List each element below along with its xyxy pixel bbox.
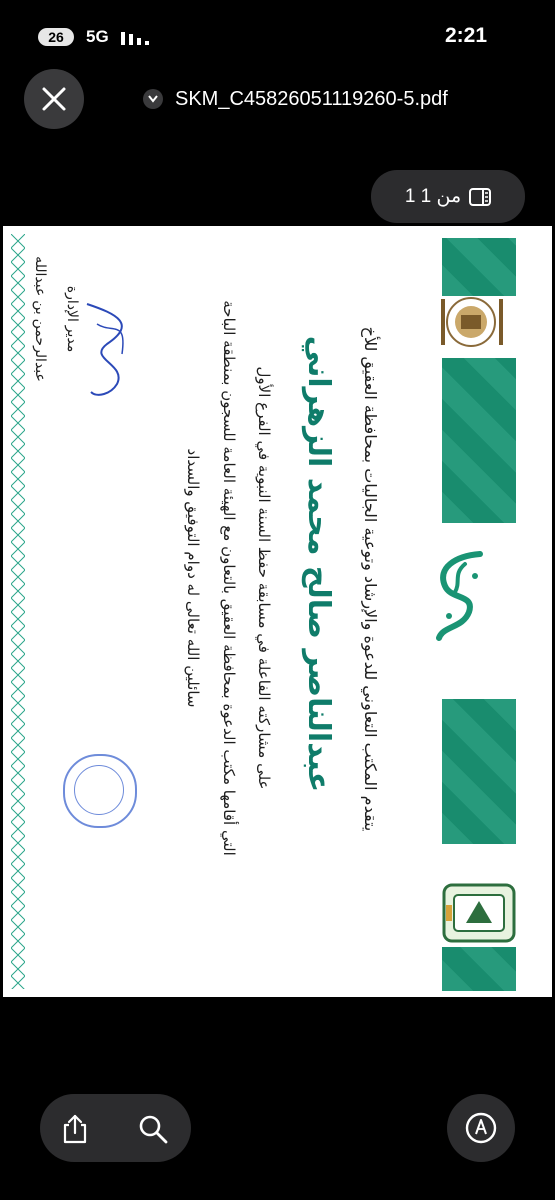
signature bbox=[77, 294, 143, 404]
pdf-page[interactable] bbox=[3, 226, 552, 997]
share-search-group bbox=[40, 1094, 191, 1162]
markup-icon bbox=[465, 1112, 497, 1144]
official-stamp bbox=[63, 754, 137, 828]
organization-logo bbox=[439, 291, 511, 353]
close-icon bbox=[41, 86, 67, 112]
notification-badge: 26 bbox=[38, 28, 74, 46]
status-bar bbox=[0, 0, 555, 70]
chevron-down-icon bbox=[143, 89, 163, 109]
signature-title: مدير الإدارة bbox=[65, 285, 81, 353]
page-indicator-text: 1 من 1 bbox=[404, 186, 462, 207]
clock: 2:21 bbox=[444, 24, 487, 47]
certificate-body-line: التي أقامها مكتب الدعوة بمحافظة العقيق بالتعاون مع الهيئة العامة للسجون بمنطقة الباحة bbox=[220, 300, 238, 856]
page-view-icon bbox=[469, 188, 491, 206]
network-label: 5G bbox=[86, 27, 109, 46]
certificate-body-line: على مشاركته الفاعلة في مسابقة حفظ السنة النبوية في الفرع الأول bbox=[255, 366, 273, 790]
markup-button[interactable] bbox=[447, 1094, 515, 1162]
file-title-menu[interactable] bbox=[143, 84, 448, 114]
teal-panel bbox=[442, 238, 516, 296]
teal-panel bbox=[442, 947, 516, 991]
page-indicator-button[interactable] bbox=[371, 170, 525, 223]
certificate-body-line: سائلين الله تعالى له دوام التوفيق والسداد bbox=[184, 448, 202, 708]
close-button[interactable] bbox=[24, 69, 84, 129]
share-icon[interactable] bbox=[61, 1114, 89, 1144]
certificate-intro: يتقدم المكتب التعاوني للدعوة والإرشاد وتوعية الجاليات بمحافظة العقيق للأخ bbox=[361, 326, 380, 832]
signature-name: عبدالرحمن بن عبدالله bbox=[33, 256, 49, 382]
teal-panel bbox=[442, 358, 516, 523]
calligraphy-mark bbox=[425, 546, 491, 644]
teal-panel bbox=[442, 699, 516, 844]
search-icon[interactable] bbox=[138, 1114, 168, 1144]
file-title: SKM_C45826051119260-5.pdf bbox=[175, 87, 448, 110]
signal-icon bbox=[121, 29, 153, 47]
decorative-border bbox=[11, 234, 25, 989]
ministry-emblem bbox=[442, 883, 516, 943]
recipient-name: عبدالناصر صالح محمد الزهراني bbox=[301, 335, 336, 793]
